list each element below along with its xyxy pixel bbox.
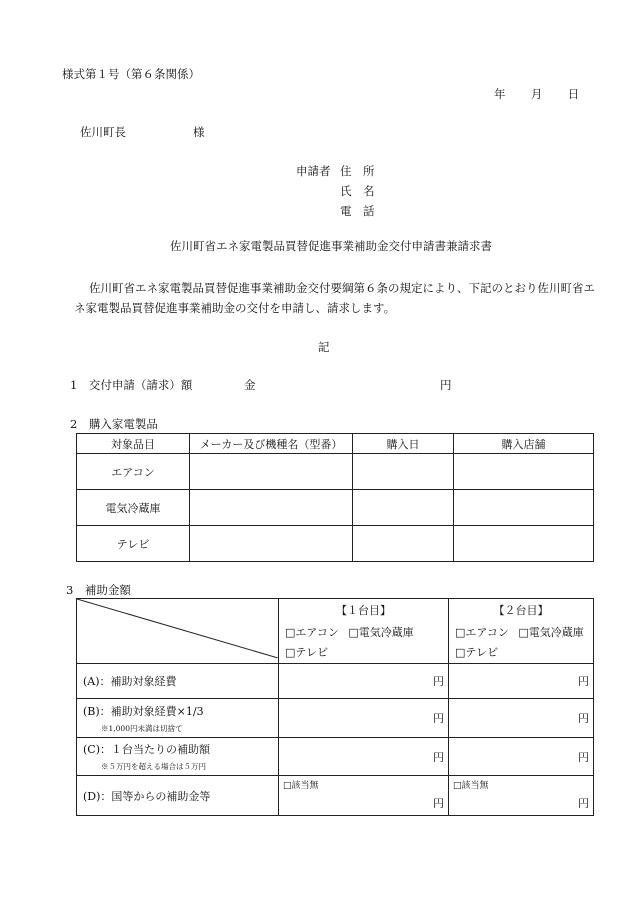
subsidy-row-a [77,664,594,699]
applicant-label: 申請者 [296,164,331,178]
unit2-d-not-applicable-checkbox[interactable]: □該当無 [453,781,489,791]
section1-yen: 円 [440,378,452,392]
item-aircon: エアコン [77,454,190,490]
unit2-b-yen[interactable]: 円 [449,699,594,738]
subsidy-row-b [77,699,594,738]
maker-model-cell[interactable] [190,490,353,526]
header-store: 購入店舗 [454,434,594,454]
row-c-cell [77,738,279,776]
intro-text-line2: ネ家電製品買替促進事業補助金の交付を申請し、請求します。 [74,301,396,315]
unit2-checkbox-aircon[interactable]: □エアコン [455,626,509,639]
store-cell[interactable] [454,490,594,526]
subsidy-header-row [77,599,594,664]
unit1-checkbox-fridge[interactable]: □電気冷蔵庫 [348,626,414,639]
unit2-checkbox-tv[interactable]: □テレビ [455,646,499,659]
section3-label: 3 補助金額 [66,583,131,597]
row-c-note: ※５万円を超える場合は５万円 [101,762,206,771]
unit2-a-yen[interactable]: 円 [449,664,594,699]
row-a-label: (A)：補助対象経費 [77,664,279,699]
appliances-table [76,433,594,562]
header-item: 対象品目 [77,434,190,454]
unit1-d-yen[interactable]: 円 [433,797,444,810]
unit1-d-cell [279,776,449,816]
date-month: 月 [530,87,543,101]
unit2-header [449,599,594,664]
diagonal-cell [77,599,279,664]
row-b-note: ※1,000円未満は切捨て [101,723,183,733]
unit1-d-not-applicable-checkbox[interactable]: □該当無 [283,781,319,791]
unit2-d-cell [449,776,594,816]
purchase-date-cell[interactable] [353,490,454,526]
unit1-b-yen[interactable]: 円 [279,699,449,738]
purchase-date-cell[interactable] [353,454,454,490]
subsidy-row-c [77,738,594,776]
unit2-checkbox-fridge[interactable]: □電気冷蔵庫 [518,626,584,639]
addressee-name: 佐川町長 [80,125,126,139]
unit1-title: 【１台目】 [336,604,391,617]
addressee-honorific: 様 [193,125,205,139]
maker-model-cell[interactable] [190,526,353,562]
ki-heading: 記 [318,340,330,354]
date-line [494,86,579,102]
document-title: 佐川町省エネ家電製品買替促進事業補助金交付申請書兼請求書 [170,239,492,253]
unit1-header [279,599,449,664]
item-tv: テレビ [77,526,190,562]
subsidy-table [76,598,594,816]
unit1-checkbox-aircon[interactable]: □エアコン [285,626,339,639]
store-cell[interactable] [454,526,594,562]
date-day: 日 [567,87,580,101]
row-c-label: (C)：１台当たりの補助額 [83,743,210,756]
header-purchase-date: 購入日 [353,434,454,454]
header-maker-model: メーカー及び機種名（型番） [190,434,353,454]
applicant-phone-label: 電 話 [340,204,375,218]
unit1-c-yen[interactable]: 円 [279,738,449,776]
table-row [77,490,594,526]
section1-kin: 金 [244,378,256,392]
unit1-a-yen[interactable]: 円 [279,664,449,699]
row-b-cell [77,699,279,738]
date-year: 年 [494,87,506,101]
item-fridge: 電気冷蔵庫 [77,490,190,526]
section2-label: 2 購入家電製品 [70,417,158,431]
maker-model-cell[interactable] [190,454,353,490]
table-row [77,526,594,562]
applicant-address-label: 住 所 [340,164,375,178]
table-header-row [77,434,594,454]
purchase-date-cell[interactable] [353,526,454,562]
unit1-checkbox-tv[interactable]: □テレビ [285,646,329,659]
form-number: 様式第１号（第６条関係） [62,67,200,81]
applicant-name-label: 氏 名 [340,184,375,198]
store-cell[interactable] [454,454,594,490]
unit2-c-yen[interactable]: 円 [449,738,594,776]
table-row [77,454,594,490]
intro-text-line1: 佐川町省エネ家電製品買替促進事業補助金交付要綱第６条の規定により、下記のとおり佐川町省エ [89,281,595,295]
row-b-label: (B)：補助対象経費×1/3 [83,704,204,718]
section1-label: 1 交付申請（請求）額 [70,378,193,392]
unit2-title: 【２台目】 [493,604,549,617]
subsidy-row-d [77,776,594,816]
unit2-d-yen[interactable]: 円 [578,797,589,810]
diagonal-line [77,599,278,658]
row-d-label: (D)：国等からの補助金等 [77,776,279,816]
